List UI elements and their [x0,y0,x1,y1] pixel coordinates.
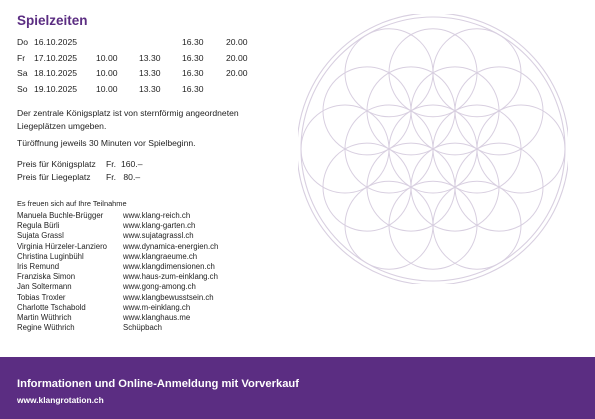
participant-name: Charlotte Tschabold [17,302,86,312]
schedule-time: 10.00 [96,52,118,63]
participant-name: Christina Luginbühl [17,251,84,261]
schedule-time: 16.30 [182,68,204,78]
schedule-date: 18.10.2025 [34,68,78,78]
footer-banner [0,357,595,419]
schedule-date: 19.10.2025 [34,83,78,94]
schedule-time: 20.00 [226,37,248,47]
footer-website-link[interactable]: www.klangrotation.ch [17,395,104,405]
participant-name: Tobias Troxler [17,292,66,302]
participant-website[interactable]: www.m-einklang.ch [123,302,191,312]
schedule-time: 13.30 [139,83,161,94]
participant-website[interactable]: www.klanghaus.me [123,312,191,322]
participant-name: Martin Wüthrich [17,312,72,322]
participant-name: Regula Bürli [17,221,60,231]
schedule-day: Do [17,37,28,47]
participant-website[interactable]: www.haus-zum-einklang.ch [123,272,218,282]
schedule-time: 13.30 [139,68,161,78]
price-value: 160.– [121,159,143,169]
opening-note: Türöffnung jeweils 30 Minuten vor Spielbeginn. [17,138,196,148]
participant-name: Virginia Hürzeler-Lanziero [17,241,107,251]
participant-website[interactable]: www.klangbewusstsein.ch [123,292,214,302]
price-label: Preis für Liegeplatz [17,172,91,182]
price-value: 80.– [121,172,141,182]
participant-website[interactable]: www.sujatagrassl.ch [123,231,194,241]
participant-website[interactable]: www.klangdimensionen.ch [123,261,215,271]
schedule-day: So [17,83,28,94]
participant-name: Manuela Buchle-Brügger [17,211,104,220]
participant-name: Iris Remund [17,261,60,271]
schedule-time: 16.30 [182,83,204,94]
schedule-time: 16.30 [182,37,204,47]
participant-website[interactable]: www.klangraeume.ch [123,251,198,261]
participant-name: Sujata Grassl [17,231,64,241]
footer-title: Informationen und Online-Anmeldung mit Vorverkauf [17,378,299,390]
flower-of-life-graphic [298,14,568,284]
schedule-day: Fr [17,52,26,63]
price-label: Preis für Königsplatz [17,159,96,169]
participant-name: Jan Soltermann [17,282,72,292]
participant-website[interactable]: www.klang-garten.ch [123,221,196,231]
price-currency: Fr. [106,159,117,169]
participant-website[interactable]: www.dynamica-energien.ch [123,241,219,251]
schedule-date: 16.10.2025 [34,37,78,47]
participants-title: Es freuen sich auf Ihre Teilnahme [17,199,127,208]
schedule-date: 17.10.2025 [34,52,78,63]
schedule-time: 16.30 [182,52,204,63]
page-title: Spielzeiten [17,13,88,28]
participant-website[interactable]: www.klang-reich.ch [123,211,191,220]
schedule-time: 10.00 [96,68,118,78]
venue-description: Der zentrale Königsplatz ist von sternförmig angeordneten Liegeplätzen umgeben. [17,108,239,131]
schedule-time: 20.00 [226,52,248,63]
participant-name: Franziska Simon [17,272,76,282]
participant-website: Schüpbach [123,323,163,333]
schedule-time: 10.00 [96,83,118,94]
participant-name: Regine Wüthrich [17,323,75,333]
price-currency: Fr. [106,172,117,182]
schedule-day: Sa [17,68,28,78]
schedule-time: 20.00 [226,68,248,78]
schedule-time: 13.30 [139,52,161,63]
participant-website[interactable]: www.gong-among.ch [123,282,196,292]
